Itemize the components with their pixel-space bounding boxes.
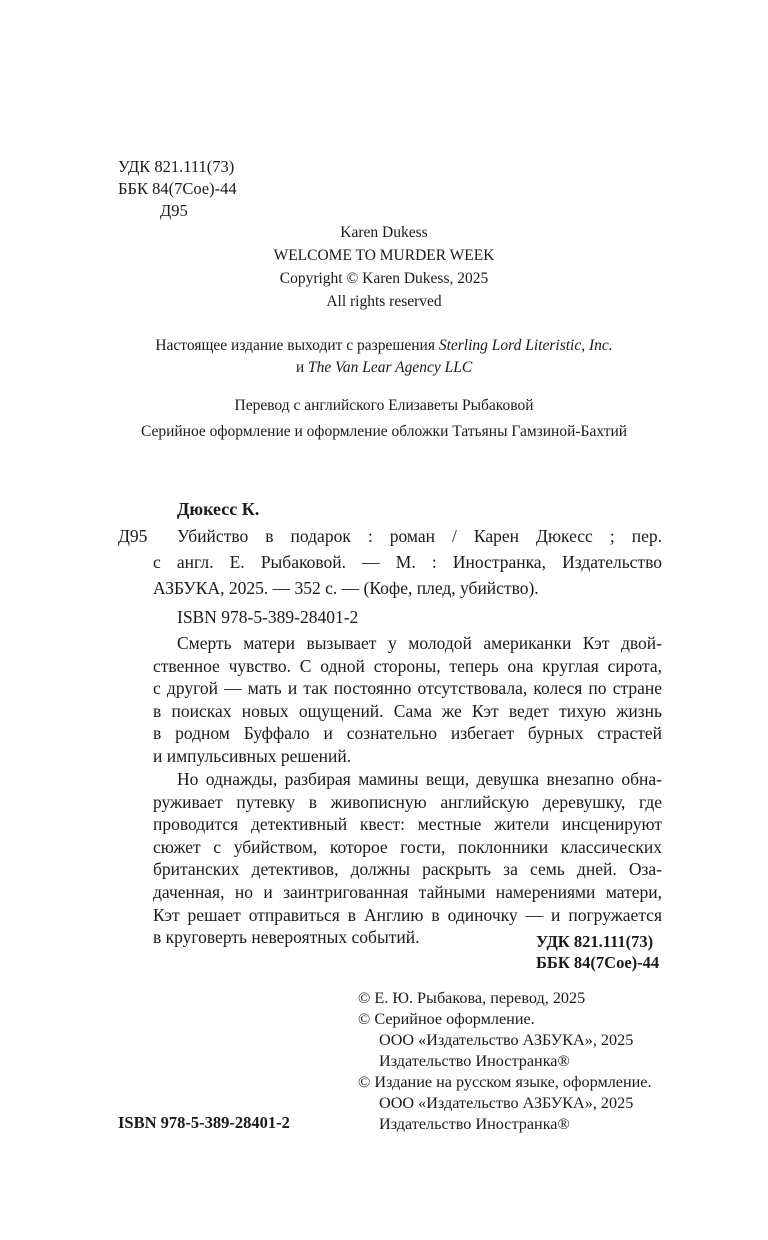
annotation-line: в круговерть невероятных событий. bbox=[153, 927, 420, 948]
catalog-line-2: с англ. Е. Рыбаковой. — М. : Иностранка, Издательство bbox=[153, 552, 662, 572]
rights-reserved: All rights reserved bbox=[326, 293, 442, 310]
catalog-mark: Д95 bbox=[118, 526, 148, 546]
agency-name-1: Sterling Lord Literistic, Inc. bbox=[438, 337, 613, 354]
annotation-line: Кэт решает отправиться в Англию в одиночку — и погружается bbox=[153, 904, 662, 925]
bottom-udk-code: УДК 821.111(73) bbox=[536, 932, 654, 951]
annotation-line: в поисках новых ощущений. Сама же Кэт ведет тихую жизнь bbox=[153, 700, 662, 721]
catalog-isbn: ISBN 978-5-389-28401-2 bbox=[177, 607, 359, 627]
copyright-line: © Серийное оформление. bbox=[358, 1010, 535, 1028]
annotation-line: британских детективов, должны раскрыть за семь дней. Оза- bbox=[153, 859, 662, 880]
permission-text-1: Настоящее издание выходит с разрешения bbox=[155, 337, 439, 354]
bottom-bbk-code: ББК 84(7Сое)-44 bbox=[536, 953, 660, 972]
annotation-line: и импульсивных решений. bbox=[153, 745, 352, 766]
annotation-line: сюжет с убийством, которое гости, поклонники классических bbox=[153, 836, 662, 857]
original-author: Karen Dukess bbox=[340, 224, 428, 241]
permission-text-2: и bbox=[295, 359, 308, 376]
copyright-line: © Е. Ю. Рыбакова, перевод, 2025 bbox=[358, 989, 586, 1007]
annotation-line: в родном Буффало и сознательно избегает бурных страстей bbox=[153, 723, 662, 744]
annotation-line: руживает путевку в живописную английскую деревушку, где bbox=[153, 791, 662, 812]
translation-credit: Перевод с английского Елизаветы Рыбаковой bbox=[234, 397, 534, 414]
agency-name-2: The Van Lear Agency LLC bbox=[307, 359, 473, 376]
udk-code: УДК 821.111(73) bbox=[118, 157, 235, 176]
copyright-line: ООО «Издательство АЗБУКА», 2025 bbox=[379, 1094, 634, 1112]
annotation-line: Но однажды, разбирая мамины вещи, девушка внезапно обна- bbox=[177, 769, 662, 789]
annotation-line: проводится детективный квест: местные жители инсценируют bbox=[153, 814, 662, 835]
permission-line-1 bbox=[0, 335, 768, 357]
copyright-line: ООО «Издательство АЗБУКА», 2025 bbox=[379, 1031, 634, 1049]
copyright-line: Издательство Иностранка® bbox=[379, 1115, 570, 1133]
annotation-line: Смерть матери вызывает у молодой американки Кэт двой- bbox=[177, 633, 662, 653]
annotation-line: с другой — мать и так постоянно отсутствовала, колеся по стране bbox=[153, 678, 662, 699]
permission-line-2 bbox=[0, 357, 768, 379]
design-credit: Серийное оформление и оформление обложки Татьяны Гамзиной-Бахтий bbox=[140, 423, 628, 440]
annotation-line: ственное чувство. С одной стороны, теперь она круглая сирота, bbox=[153, 655, 662, 676]
copyright-line: Издательство Иностранка® bbox=[379, 1052, 570, 1070]
catalog-line-3: АЗБУКА, 2025. — 352 с. — (Кофе, плед, убийство). bbox=[153, 578, 539, 598]
annotation-line: даченная, но и заинтригованная тайными намерениями матери, bbox=[153, 881, 662, 902]
author-mark: Д95 bbox=[160, 201, 188, 220]
annotation-paragraph-2 bbox=[153, 768, 662, 949]
catalog-author-heading: Дюкесс К. bbox=[177, 499, 260, 519]
copyright-line: © Издание на русском языке, оформление. bbox=[358, 1073, 652, 1091]
annotation-paragraph-1 bbox=[153, 632, 662, 768]
bbk-code: ББК 84(7Сое)-44 bbox=[118, 179, 237, 198]
catalog-line-1: Убийство в подарок : роман / Карен Дюкесс ; пер. bbox=[177, 526, 662, 546]
original-title: WELCOME TO MURDER WEEK bbox=[273, 247, 495, 264]
bottom-isbn: ISBN 978-5-389-28401-2 bbox=[118, 1113, 290, 1132]
original-copyright: Copyright © Karen Dukess, 2025 bbox=[279, 270, 489, 287]
